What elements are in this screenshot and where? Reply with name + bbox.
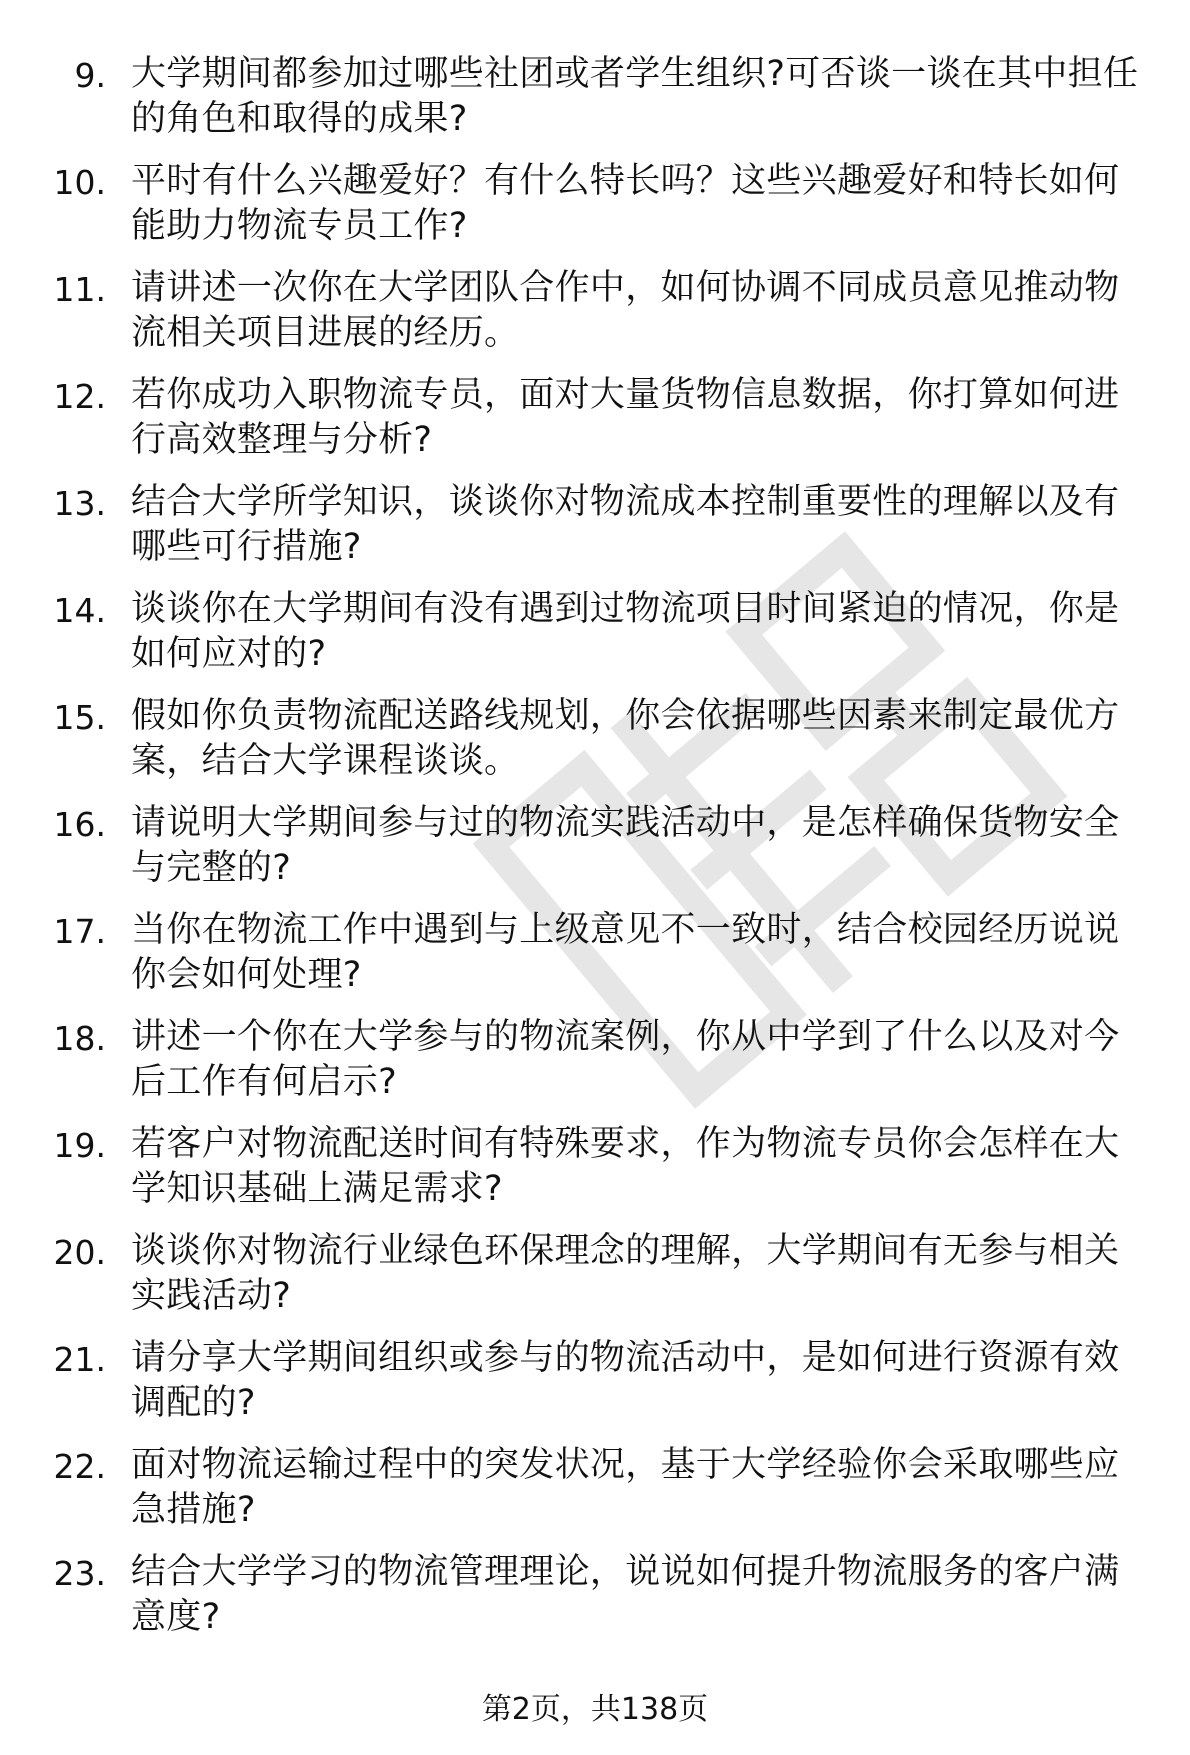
question-number: 22. (53, 1447, 106, 1486)
question-number: 10. (53, 163, 106, 202)
question-number: 19. (53, 1126, 106, 1165)
question-item (0, 266, 1190, 373)
question-number: 12. (53, 377, 106, 416)
question-item (0, 1122, 1190, 1229)
question-item (0, 694, 1190, 801)
question-item (0, 1229, 1190, 1336)
question-item (0, 908, 1190, 1015)
question-text: 请说明大学期间参与过的物流实践活动中，是怎样确保货物安全与完整的? (131, 803, 1120, 888)
question-number: 23. (53, 1554, 106, 1593)
question-number: 13. (53, 484, 106, 523)
question-item (0, 1015, 1190, 1122)
question-text: 当你在物流工作中遇到与上级意见不一致时，结合校园经历说说你会如何处理? (131, 910, 1120, 995)
question-text: 若客户对物流配送时间有特殊要求，作为物流专员你会怎样在大学知识基础上满足需求? (131, 1124, 1120, 1209)
question-number: 16. (53, 805, 106, 844)
question-text: 讲述一个你在大学参与的物流案例，你从中学到了什么以及对今后工作有何启示? (131, 1017, 1120, 1102)
question-text: 谈谈你对物流行业绿色环保理念的理解，大学期间有无参与相关实践活动? (131, 1231, 1120, 1316)
question-item (0, 1550, 1190, 1657)
question-item (0, 52, 1190, 159)
question-text: 大学期间都参加过哪些社团或者学生组织?可否谈一谈在其中担任的角色和取得的成果? (131, 54, 1139, 139)
question-number: 17. (53, 912, 106, 951)
question-item (0, 159, 1190, 266)
question-text: 请讲述一次你在大学团队合作中，如何协调不同成员意见推动物流相关项目进展的经历。 (131, 268, 1120, 353)
question-number: 21. (53, 1340, 106, 1379)
question-text: 平时有什么兴趣爱好？有什么特长吗？这些兴趣爱好和特长如何能助力物流专员工作? (131, 161, 1120, 246)
question-number: 11. (53, 270, 106, 309)
question-number: 9. (74, 56, 106, 95)
question-number: 15. (53, 698, 106, 737)
question-text: 结合大学所学知识，谈谈你对物流成本控制重要性的理解以及有哪些可行措施? (131, 482, 1120, 567)
question-text: 请分享大学期间组织或参与的物流活动中，是如何进行资源有效调配的? (131, 1338, 1120, 1423)
question-text: 若你成功入职物流专员，面对大量货物信息数据，你打算如何进行高效整理与分析? (131, 375, 1120, 460)
question-number: 18. (53, 1019, 106, 1058)
question-item (0, 1336, 1190, 1443)
question-number: 20. (53, 1233, 106, 1272)
question-text: 面对物流运输过程中的突发状况，基于大学经验你会采取哪些应急措施? (131, 1445, 1120, 1530)
question-number: 14. (53, 591, 106, 630)
question-list (0, 52, 1190, 1657)
question-item (0, 480, 1190, 587)
question-text: 假如你负责物流配送路线规划，你会依据哪些因素来制定最优方案，结合大学课程谈谈。 (131, 696, 1120, 781)
question-text: 结合大学学习的物流管理理论，说说如何提升物流服务的客户满意度? (131, 1552, 1120, 1637)
question-item (0, 1443, 1190, 1550)
question-item (0, 587, 1190, 694)
page-footer: 第2页，共138页 (481, 1692, 709, 1727)
question-item (0, 801, 1190, 908)
question-item (0, 373, 1190, 480)
question-text: 谈谈你在大学期间有没有遇到过物流项目时间紧迫的情况，你是如何应对的? (131, 589, 1120, 674)
